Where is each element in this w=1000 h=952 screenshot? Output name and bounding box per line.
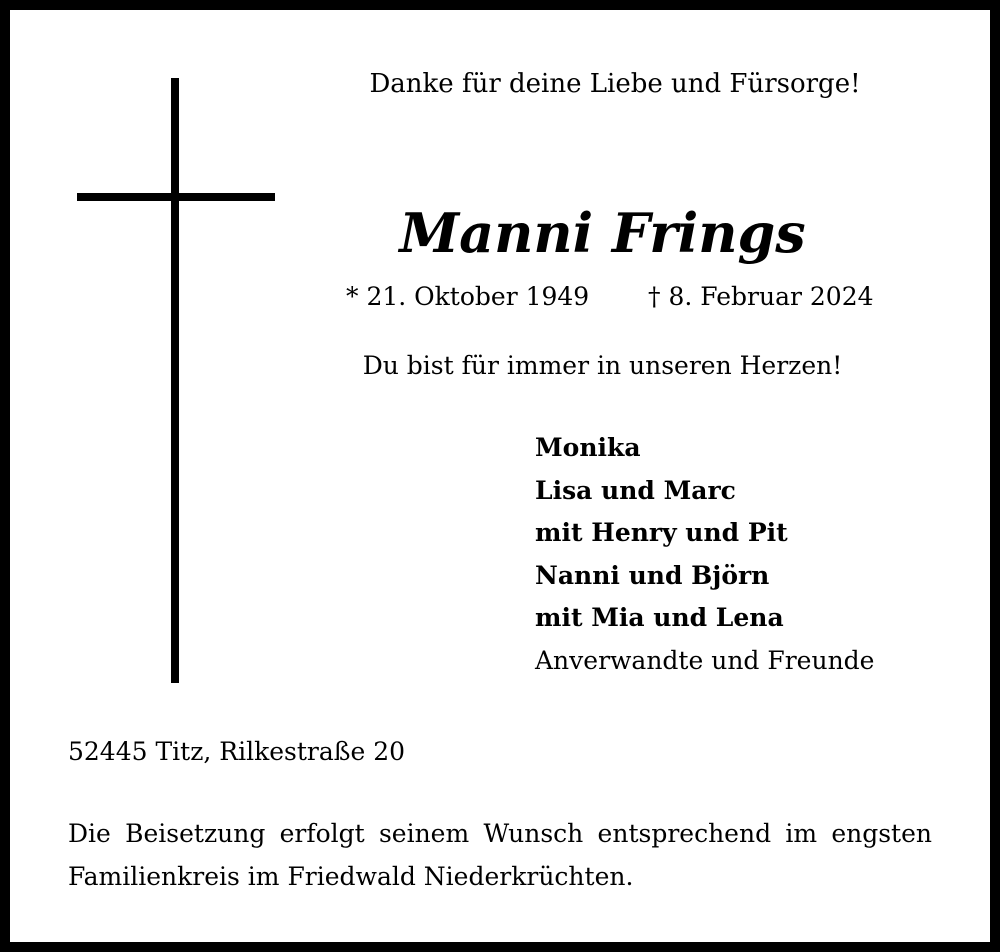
cross-icon-vertical-bar <box>171 78 179 683</box>
address: 52445 Titz, Rilkestraße 20 <box>68 737 405 766</box>
mourners-list <box>535 427 788 640</box>
header-text: Danke für deine Liebe und Fürsorge! <box>369 69 861 99</box>
mourner-name: mit Mia und Lena <box>535 603 784 633</box>
mourner-name: Monika <box>535 433 641 462</box>
mourner-name: Nanni und Björn <box>535 560 770 590</box>
cross-icon-horizontal-bar <box>77 193 275 201</box>
mourner-name: Lisa und Marc <box>535 475 736 505</box>
mourners-others: Anverwandte und Freunde <box>535 646 875 675</box>
birth-date: * 21. Oktober 1949 <box>346 282 590 311</box>
death-date: † 8. Februar 2024 <box>648 282 874 311</box>
deceased-name: Manni Frings <box>399 201 806 265</box>
mourner-name: mit Henry und Pit <box>535 518 788 548</box>
epitaph: Du bist für immer in unseren Herzen! <box>362 351 843 380</box>
funeral-notice: Die Beisetzung erfolgt seinem Wunsch entsprechend im engsten Familienkreis im Friedwald Niederkrüchten. <box>68 819 932 891</box>
